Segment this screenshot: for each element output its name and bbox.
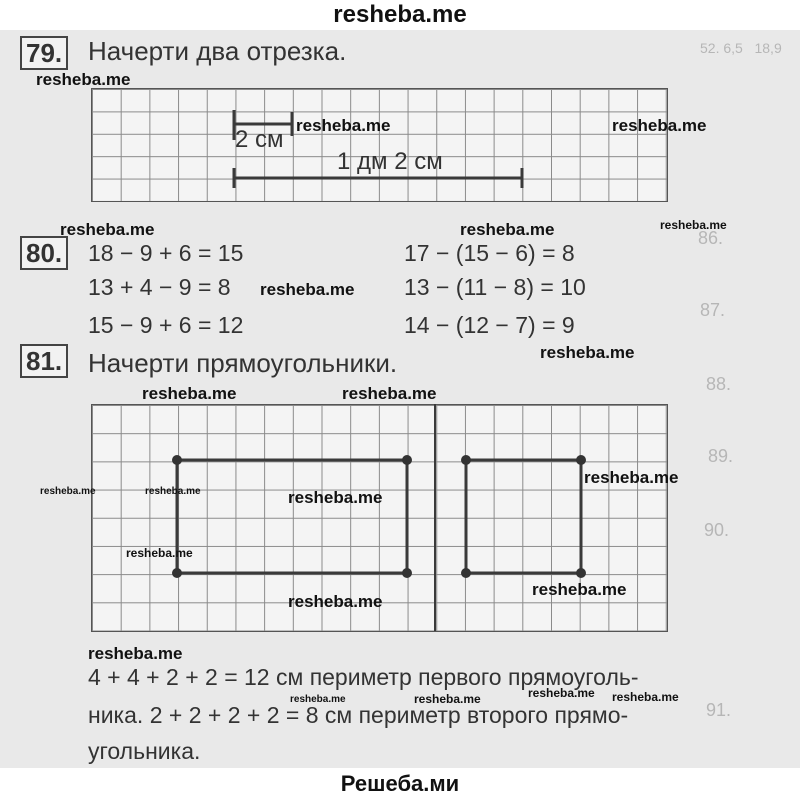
site-header: resheba.me	[0, 0, 800, 30]
watermark: resheba.me	[126, 546, 193, 560]
task81-title: Начерти прямоугольники.	[88, 348, 398, 378]
equation-left-2: 13 + 4 − 9 = 8	[88, 274, 231, 300]
watermark: resheba.me	[288, 488, 383, 507]
vertex-point	[576, 455, 586, 465]
answer-line-1: 4 + 4 + 2 + 2 = 12 см периметр первого прямоуголь-	[88, 664, 639, 690]
vertex-point	[172, 568, 182, 578]
watermark: resheba.me	[660, 218, 727, 232]
vertex-point	[402, 568, 412, 578]
answer-line-3: угольника.	[88, 738, 201, 764]
answer-line-2: ника. 2 + 2 + 2 + 2 = 8 см периметр второго прямо-	[88, 702, 629, 728]
watermark: resheba.me	[60, 220, 155, 239]
watermark: resheba.me	[584, 468, 679, 487]
watermark: resheba.me	[612, 690, 679, 704]
watermark: resheba.me	[460, 220, 555, 239]
segment-label-1dm2cm: 1 дм 2 см	[337, 148, 443, 175]
watermark: resheba.me	[342, 384, 437, 403]
watermark: resheba.me	[528, 686, 595, 700]
watermark: resheba.me	[40, 486, 96, 497]
task-number-79: 79.	[20, 36, 68, 70]
watermark: resheba.me	[532, 580, 627, 599]
equation-left-3: 15 − 9 + 6 = 12	[88, 312, 244, 338]
vertex-point	[172, 455, 182, 465]
vertex-point	[461, 455, 471, 465]
equation-right-2: 13 − (11 − 8) = 10	[404, 274, 586, 300]
watermark: resheba.me	[612, 116, 707, 135]
task79-title: Начерти два отрезка.	[88, 36, 347, 66]
watermark: resheba.me	[414, 692, 481, 706]
watermark: resheba.me	[88, 644, 183, 663]
task-number-80: 80.	[20, 236, 68, 270]
equation-right-3: 14 − (12 − 7) = 9	[404, 312, 575, 338]
task-number-81: 81.	[20, 344, 68, 378]
watermark: resheba.me	[540, 343, 635, 362]
equation-left-1: 18 − 9 + 6 = 15	[88, 240, 244, 266]
segment-label-2cm: 2 см	[235, 126, 284, 153]
watermark: resheba.me	[260, 280, 355, 299]
vertex-point	[576, 568, 586, 578]
watermark: resheba.me	[290, 694, 346, 705]
rectangle-first	[177, 460, 407, 573]
watermark: resheba.me	[145, 486, 201, 497]
site-footer: Решеба.ми	[0, 768, 800, 799]
vertex-point	[402, 455, 412, 465]
watermark: resheba.me	[296, 116, 391, 135]
rectangle-second	[466, 460, 581, 573]
watermark: resheba.me	[36, 70, 131, 89]
vertex-point	[461, 568, 471, 578]
watermark: resheba.me	[142, 384, 237, 403]
watermark: resheba.me	[288, 592, 383, 611]
equation-right-1: 17 − (15 − 6) = 8	[404, 240, 575, 266]
